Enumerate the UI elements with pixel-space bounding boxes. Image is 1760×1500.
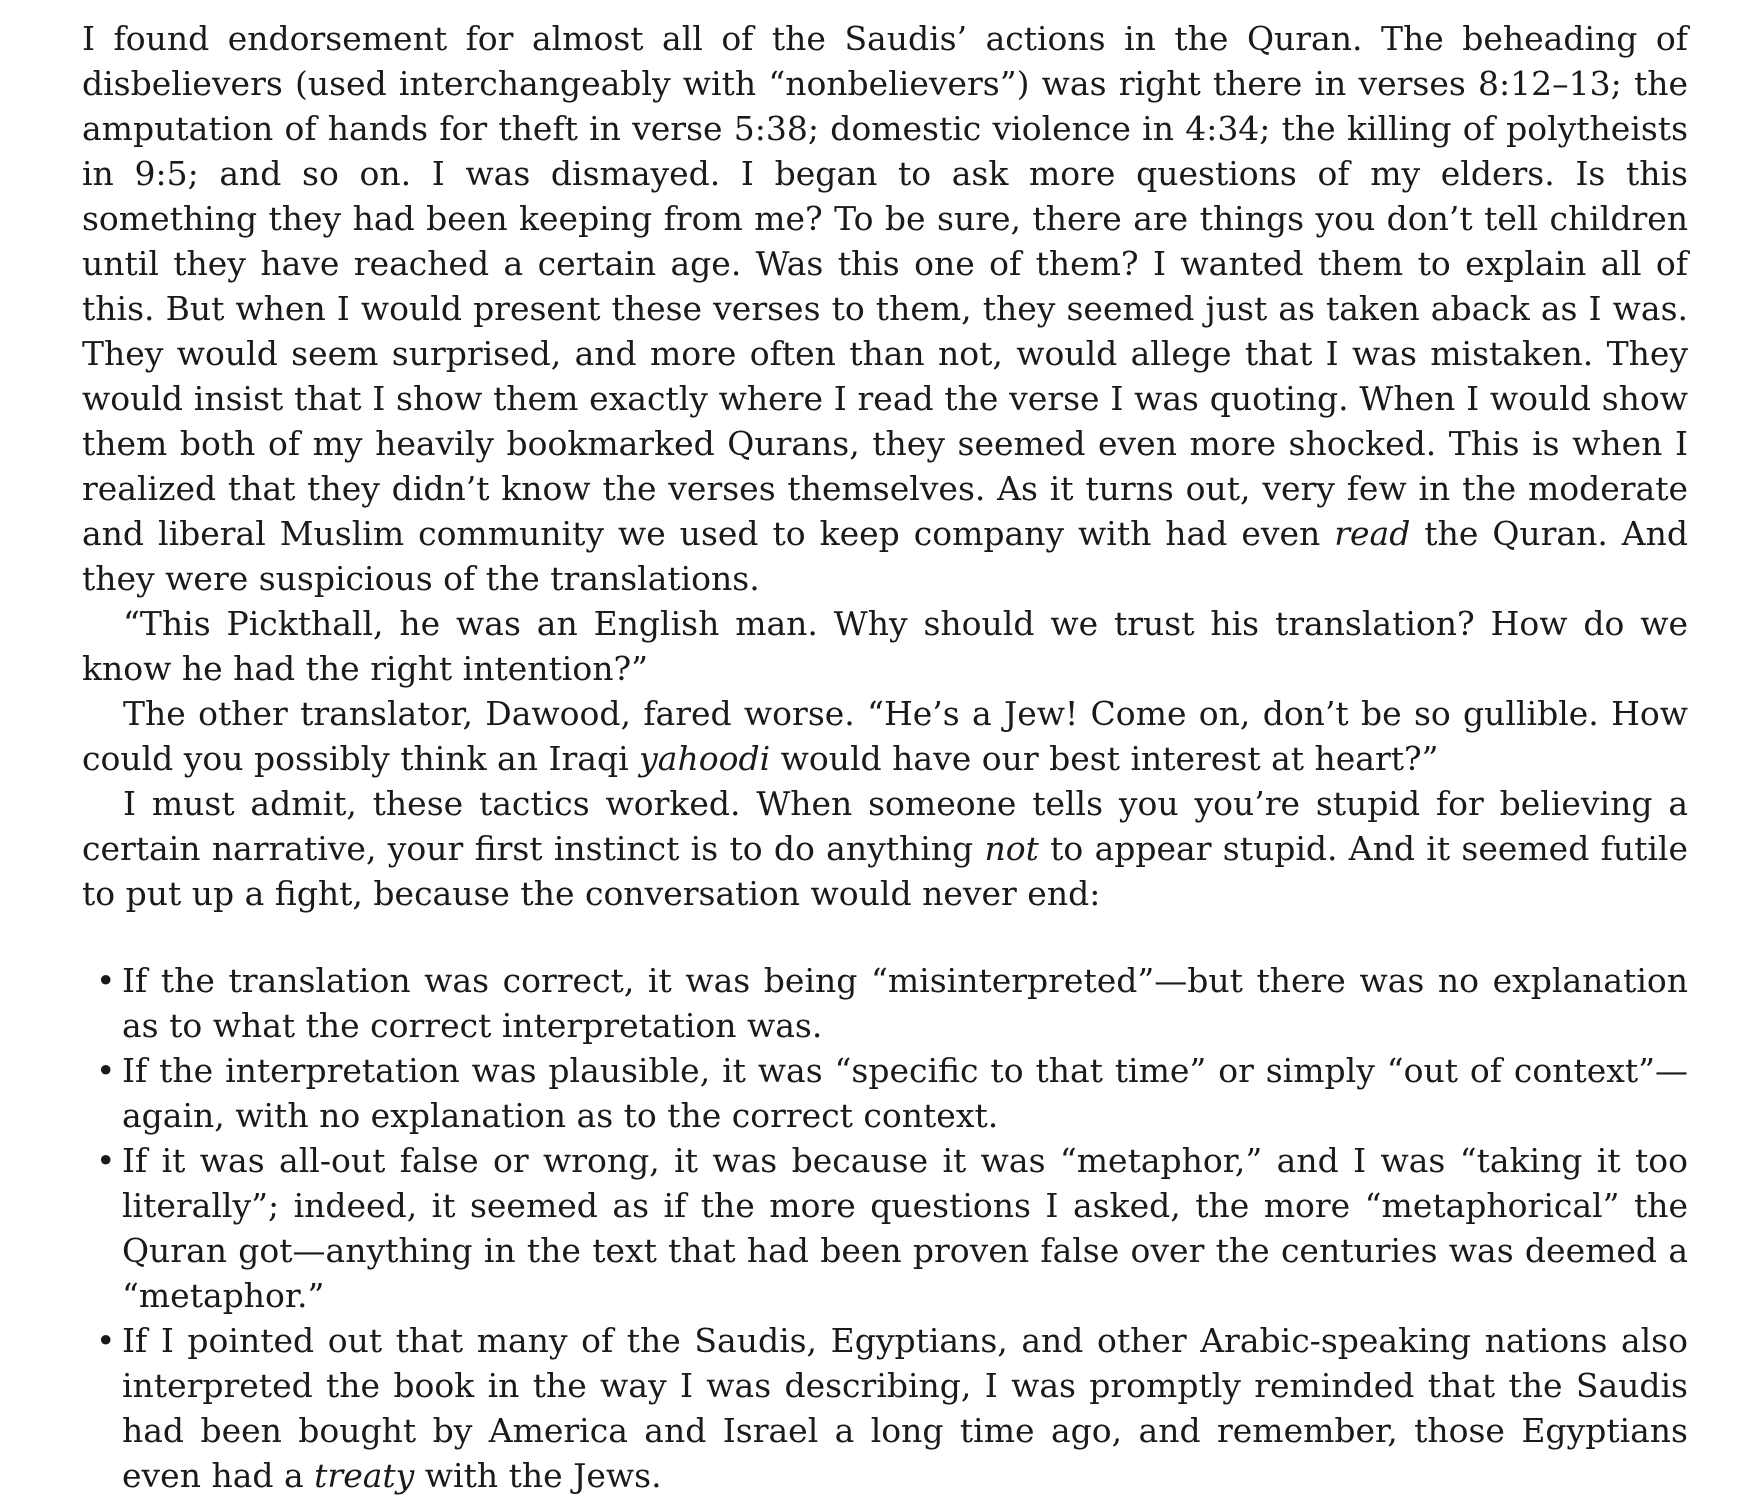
document-page [82,16,1688,1498]
list-item [82,1318,1688,1498]
list-item-text: If the translation was correct, it was being “misinterpreted”—but there was no explanation as to what the correct interpretation was. [122,961,1688,1045]
list-item-text: If it was all-out false or wrong, it was because it was “metaphor,” and I was “taking it too literally”; indeed, it seemed as if the more questions I asked, the more “metaphorical” the Quran got—anything in the text that had been proven false over the centuries was deemed a “metaphor.” [122,1141,1688,1315]
paragraph-text: the Quran. And they were suspicious of the translations. [82,514,1688,598]
list-item [82,958,1688,1048]
bullet-glyph: • [96,1321,116,1360]
emphasis-treaty: treaty [314,1456,415,1495]
bullet-glyph: • [96,961,116,1000]
paragraph-text: to appear stupid. And it seemed futile to put up a fight, because the conversation would never end: [82,829,1688,913]
paragraph-text: The other translator, Dawood, fared worse. “He’s a Jew! Come on, don’t be so gullible. How could you possibly think an Iraqi [82,694,1688,778]
paragraph-tactics [82,781,1688,916]
emphasis-read: read [1334,514,1411,553]
list-item-text: with the Jews. [414,1456,662,1495]
paragraph-text: I must admit, these tactics worked. When someone tells you you’re stupid for believing a certain narrative, your first instinct is to do anything [82,784,1688,868]
list-item [82,1138,1688,1318]
bullet-glyph: • [96,1051,116,1090]
paragraph-endorsement [82,16,1688,601]
emphasis-yahoodi: yahoodi [639,739,771,778]
list-item [82,1048,1688,1138]
emphasis-not: not [984,829,1039,868]
bullet-list [82,958,1688,1498]
paragraph-text: I found endorsement for almost all of the Saudis’ actions in the Quran. The beheading of disbelievers (used interchangeably with “nonbelievers”) was right there in verses 8:12–13; the amputation of hands for theft in verse 5:38; domestic violence in 4:34; the killing of polytheists in 9:5; and so on. I was dismayed. I began to ask more questions of my elders. Is this something they had been keeping from me? To be sure, there are things you don’t tell children until they have reached a certain age. Was this one of them? I wanted them to explain all of this. But when I would present these verses to them, they seemed just as taken aback as I was. They would seem surprised, and more often than not, would allege that I was mistaken. They would insist that I show them exactly where I read the verse I was quoting. When I would show them both of my heavily bookmarked Qurans, they seemed even more shocked. This is when I realized that they didn’t know the verses themselves. As it turns out, very few in the moderate and liberal Muslim community we used to keep company with had even [82,19,1688,553]
paragraph-dawood [82,691,1688,781]
paragraph-text: “This Pickthall, he was an English man. Why should we trust his translation? How do we know he had the right intention?” [82,604,1688,688]
paragraph-text: would have our best interest at heart?” [770,739,1439,778]
paragraph-pickthall-quote [82,601,1688,691]
bullet-glyph: • [96,1141,116,1180]
list-item-text: If the interpretation was plausible, it was “specific to that time” or simply “out of context”—again, with no explanation as to the correct context. [122,1051,1688,1135]
list-item-text: If I pointed out that many of the Saudis, Egyptians, and other Arabic-speaking nations also interpreted the book in the way I was describing, I was promptly reminded that the Saudis had been bought by America and Israel a long time ago, and remember, those Egyptians even had a [122,1321,1688,1495]
